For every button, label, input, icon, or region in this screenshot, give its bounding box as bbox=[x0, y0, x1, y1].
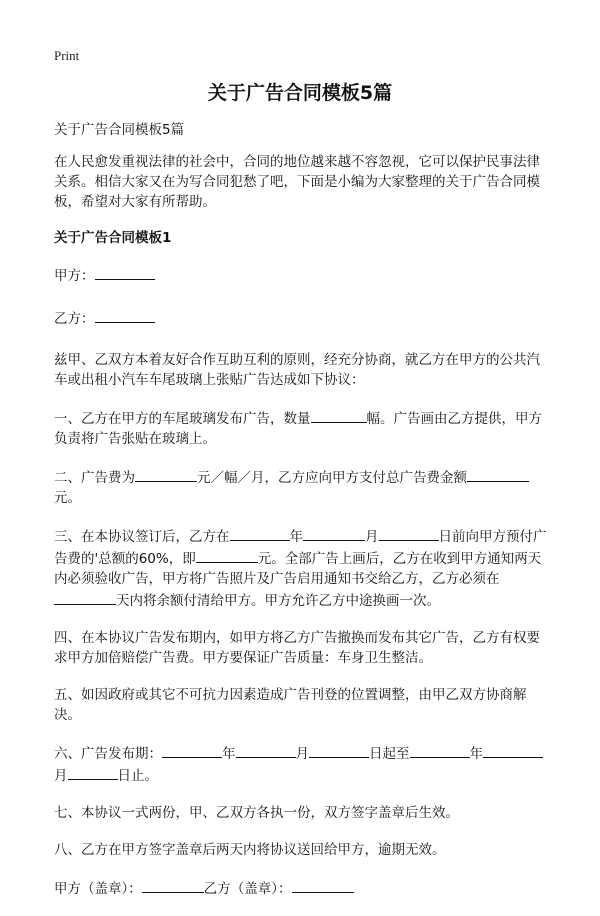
clause-6-year-2: 年 bbox=[469, 746, 483, 762]
clause-2-text-a: 二、广告费为 bbox=[54, 470, 135, 486]
clause-3-blank-year bbox=[230, 525, 290, 541]
clause-6-blank-5 bbox=[483, 742, 543, 758]
seal-a-blank bbox=[142, 877, 204, 893]
party-a-label: 甲方： bbox=[54, 268, 95, 284]
clause-3 bbox=[54, 525, 552, 611]
clause-3-month: 月 bbox=[365, 529, 379, 545]
page-title: 关于广告合同模板5篇 bbox=[207, 82, 393, 104]
clause-1 bbox=[54, 407, 552, 449]
clause-2 bbox=[54, 466, 552, 508]
print-link[interactable]: Print bbox=[54, 48, 80, 63]
clause-6-from: 日起至 bbox=[369, 746, 410, 762]
clause-6 bbox=[54, 742, 552, 786]
party-a-blank bbox=[95, 264, 155, 280]
clause-6-year: 年 bbox=[222, 746, 236, 762]
intro-paragraph: 在人民愈发重视法律的社会中，合同的地位越来越不容忽视，它可以保护民事法律关系。相信大家又在为写合同犯愁了吧，下面是小编为大家整理的关于广告合同模板，希望对大家有所帮助。 bbox=[54, 154, 540, 210]
seal-a-label: 甲方（盖章）： bbox=[54, 881, 142, 897]
clause-2-text-b: 元／幅／月，乙方应向甲方支付总广告费金额 bbox=[197, 470, 467, 486]
clause-1-blank bbox=[311, 407, 367, 423]
document-body bbox=[54, 120, 552, 916]
clause-1-text-a: 一、乙方在甲方的车尾玻璃发布广告，数量 bbox=[54, 411, 311, 427]
clause-6-month-2: 月 bbox=[54, 768, 68, 784]
clause-3-text-d: 天内将余额付清给甲方。甲方允许乙方中途换画一次。 bbox=[116, 593, 440, 609]
section-heading: 关于广告合同模板1 bbox=[54, 230, 172, 246]
clause-6-end: 日止。 bbox=[117, 768, 158, 784]
clause-6-blank-1 bbox=[162, 742, 222, 758]
clause-2-blank-1 bbox=[135, 466, 197, 482]
clause-6-blank-2 bbox=[236, 742, 296, 758]
clause-3-blank-days bbox=[54, 589, 116, 605]
seal-b-blank bbox=[292, 877, 354, 893]
clause-1-text-b: 幅。广告画由乙方提供，甲方负责将广告张贴在玻璃上。 bbox=[54, 411, 542, 447]
signature-line bbox=[54, 877, 552, 899]
clause-7: 七、本协议一式两份，甲、乙双方各执一份，双方签字盖章后生效。 bbox=[54, 805, 459, 821]
clause-3-year: 年 bbox=[289, 529, 303, 545]
party-a-line bbox=[54, 264, 552, 286]
party-b-blank bbox=[95, 307, 155, 323]
clause-2-blank-2 bbox=[467, 466, 529, 482]
clause-3-blank-day bbox=[379, 525, 439, 541]
clause-8: 八、乙方在甲方签字盖章后两天内将协议送回给甲方，逾期无效。 bbox=[54, 842, 446, 858]
clause-3-text-b: 日前向甲方预付广告费的'总额的60%，即 bbox=[54, 529, 547, 567]
document-subtitle: 关于广告合同模板5篇 bbox=[54, 122, 185, 138]
preamble-paragraph: 兹甲、乙双方本着友好合作互助互利的原则，经充分协商，就乙方在甲方的公共汽车或出租小汽车车尾玻璃上张贴广告达成如下协议： bbox=[54, 352, 540, 388]
clause-3-blank-month bbox=[303, 525, 365, 541]
clause-3-text-a: 三、在本协议签订后，乙方在 bbox=[54, 529, 230, 545]
party-b-label: 乙方： bbox=[54, 311, 95, 327]
clause-5: 五、如因政府或其它不可抗力因素造成广告刊登的位置调整，由甲乙双方协商解决。 bbox=[54, 687, 527, 723]
clause-3-blank-amount bbox=[196, 547, 258, 563]
clause-2-text-c: 元。 bbox=[54, 490, 81, 506]
seal-b-label: 乙方（盖章）： bbox=[203, 881, 292, 897]
clause-6-blank-4 bbox=[410, 742, 470, 758]
clause-3-text-c: 元。全部广告上画后，乙方在收到甲方通知两天内必须验收广告，甲方将广告照片及广告启用通知书交给乙方，乙方必须在 bbox=[54, 551, 542, 587]
clause-6-month: 月 bbox=[295, 746, 309, 762]
clause-6-blank-6 bbox=[68, 764, 118, 780]
clause-4: 四、在本协议广告发布期内，如甲方将乙方广告撤换而发布其它广告，乙方有权要求甲方加倍赔偿广告费。甲方要保证广告质量：车身卫生整洁。 bbox=[54, 630, 540, 666]
clause-6-blank-3 bbox=[309, 742, 369, 758]
party-b-line bbox=[54, 307, 552, 329]
clause-6-text-a: 六、广告发布期： bbox=[54, 746, 162, 762]
